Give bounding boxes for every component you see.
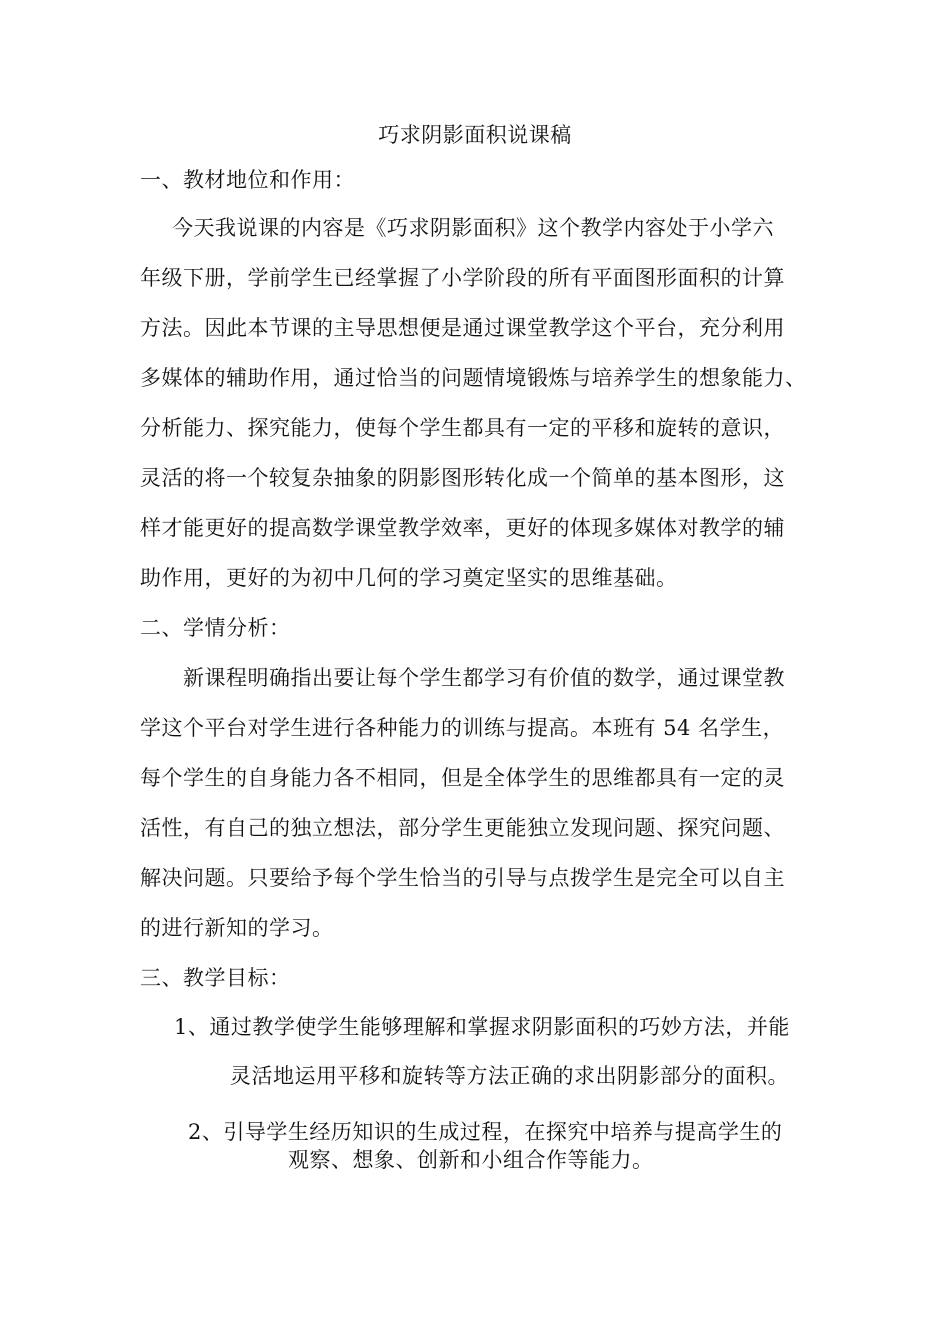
paragraph-line: 每个学生的自身能力各不相同，但是全体学生的思维都具有一定的灵 xyxy=(140,766,785,790)
section-heading: 三、教学目标： xyxy=(140,966,291,990)
paragraph-line: 年级下册，学前学生已经掌握了小学阶段的所有平面图形面积的计算 xyxy=(140,266,785,290)
paragraph-line: 分析能力、探究能力，使每个学生都具有一定的平移和旋转的意识， xyxy=(140,416,785,440)
section-heading: 一、教材地位和作用： xyxy=(140,168,355,192)
paragraph-line: 多媒体的辅助作用，通过恰当的问题情境锻炼与培养学生的想象能力、 xyxy=(140,366,807,390)
paragraph-line: 解决问题。只要给予每个学生恰当的引导与点拨学生是完全可以自主 xyxy=(140,866,785,890)
objective-item-line: 1、通过教学使学生能够理解和掌握求阴影面积的巧妙方法，并能 xyxy=(174,1015,790,1039)
objective-item-line: 灵活地运用平移和旋转等方法正确的求出阴影部分的面积。 xyxy=(230,1064,789,1088)
paragraph-line: 今天我说课的内容是《巧求阴影面积》这个教学内容处于小学六 xyxy=(172,216,774,240)
document-title: 巧求阴影面积说课稿 xyxy=(378,123,572,147)
paragraph-line: 灵活的将一个较复杂抽象的阴影图形转化成一个简单的基本图形，这 xyxy=(140,466,785,490)
paragraph-line: 学这个平台对学生进行各种能力的训练与提高。本班有 54 名学生， xyxy=(140,716,785,740)
objective-item-line: 2、引导学生经历知识的生成过程，在探究中培养与提高学生的 xyxy=(188,1120,783,1144)
objective-item-line: 观察、想象、创新和小组合作等能力。 xyxy=(288,1148,654,1172)
paragraph-line: 新课程明确指出要让每个学生都学习有价值的数学，通过课堂教 xyxy=(183,666,785,690)
paragraph-line: 样才能更好的提高数学课堂教学效率，更好的体现多媒体对教学的辅 xyxy=(140,516,785,540)
paragraph-line: 活性，有自己的独立想法，部分学生更能独立发现问题、探究问题、 xyxy=(140,816,785,840)
paragraph-line: 助作用，更好的为初中几何的学习奠定坚实的思维基础。 xyxy=(140,566,678,590)
section-heading: 二、学情分析： xyxy=(140,616,291,640)
paragraph-line: 方法。因此本节课的主导思想便是通过课堂教学这个平台，充分利用 xyxy=(140,316,785,340)
paragraph-line: 的进行新知的学习。 xyxy=(140,916,334,940)
